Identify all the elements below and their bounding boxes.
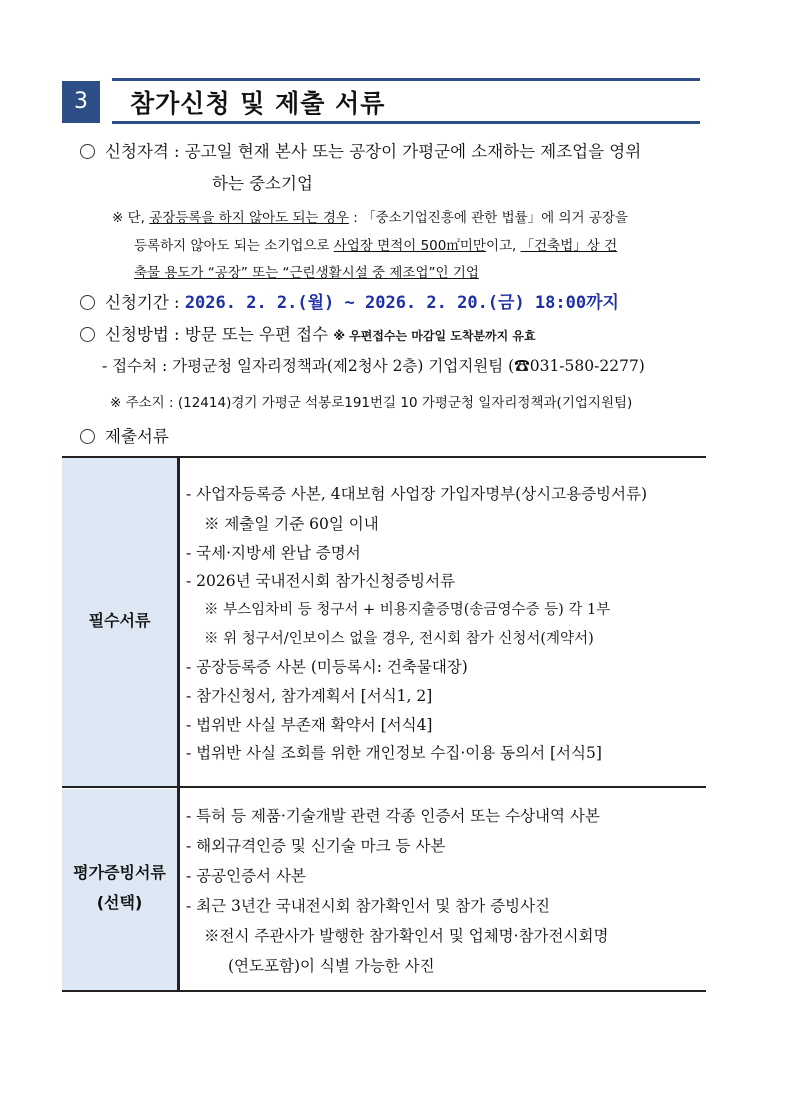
note-underline-1: 공장등록을 하지 않아도 되는 경우 [149, 210, 349, 226]
method-note: ※ 우편접수는 마감일 도착분까지 유효 [333, 329, 536, 343]
optional-item: - 공공인증서 사본 [186, 867, 306, 885]
required-item: - 사업자등록증 사본, 4대보험 사업장 가입자명부(상시고용증빙서류) [186, 485, 648, 503]
docs-line [80, 423, 169, 447]
table-border-bottom [62, 990, 706, 992]
method-label: 신청방법 : 방문 또는 우편 접수 [105, 325, 329, 344]
table-border-top [62, 456, 706, 458]
period-value: 2026. 2. 2.(월) ~ 2026. 2. 20.(금) 18:00까지 [184, 293, 619, 313]
docs-label: 제출서류 [105, 427, 169, 446]
optional-item-note-cont: (연도포함)이 식별 가능한 사진 [228, 957, 435, 975]
required-item-note: ※ 부스임차비 등 청구서 + 비용지출증명(송금영수증 등) 각 1부 [204, 602, 611, 618]
period-line [80, 288, 619, 313]
header-rule-top [112, 78, 700, 81]
optional-item: - 특허 등 제품·기술개발 관련 각종 인증서 또는 수상내역 사본 [186, 807, 600, 825]
method-line [80, 321, 536, 345]
note2-pre: 등록하지 않아도 되는 소기업으로 [134, 238, 334, 254]
optional-item-note: ※전시 주관사가 발행한 참가확인서 및 업체명·참가전시회명 [204, 927, 609, 945]
qualification-note-3 [134, 261, 479, 281]
bullet-circle-icon [80, 429, 95, 444]
qualification-note-1 [112, 206, 628, 226]
required-item-note: ※ 제출일 기준 60일 이내 [204, 515, 379, 533]
office-line: - 접수처 : 가평군청 일자리정책과(제2청사 2층) 기업지원팀 (☎031-580-2277) [102, 357, 645, 375]
note2-underline: 사업장 면적이 500㎡미만 [333, 238, 486, 254]
optional-item: - 최근 3년간 국내전시회 참가확인서 및 참가 증빙사진 [186, 897, 551, 915]
required-item: - 국세·지방세 완납 증명서 [186, 544, 361, 562]
bullet-circle-icon [80, 295, 95, 310]
required-item: - 법위반 사실 조회를 위한 개인정보 수집·이용 동의서 [서식5] [186, 744, 602, 762]
required-item: - 2026년 국내전시회 참가신청증빙서류 [186, 572, 456, 590]
table-divider [62, 786, 706, 788]
required-item: - 공장등록증 사본 (미등록시: 건축물대장) [186, 658, 468, 676]
section-number: 3 [62, 81, 100, 123]
bullet-circle-icon [80, 144, 95, 159]
qualification-cont: 하는 중소기업 [212, 174, 313, 193]
optional-label-1: 평가증빙서류 [73, 863, 166, 882]
note-mid-1: : 「중소기업진흥에 관한 법률」에 의거 공장을 [348, 210, 628, 226]
required-label: 필수서류 [88, 611, 151, 630]
table-column-divider [177, 456, 180, 992]
note-prefix: ※ 단, [112, 210, 150, 226]
qualification-note-2 [134, 234, 617, 254]
optional-label-2: (선택) [96, 893, 143, 912]
period-label: 신청기간 : [105, 293, 185, 312]
documents-table [62, 456, 706, 992]
required-item: - 참가신청서, 참가계획서 [서식1, 2] [186, 687, 433, 705]
address-line: ※ 주소지 : (12414)경기 가평군 석봉로191번길 10 가평군청 일자리정책과(기업지원팀) [110, 395, 633, 411]
required-item-note: ※ 위 청구서/인보이스 없을 경우, 전시회 참가 신청서(계약서) [204, 631, 594, 647]
optional-item: - 해외규격인증 및 신기술 마크 등 사본 [186, 837, 446, 855]
qualification-text: 신청자격 : 공고일 현재 본사 또는 공장이 가평군에 소재하는 제조업을 영위 [105, 142, 642, 161]
section-title: 참가신청 및 제출 서류 [130, 89, 386, 118]
required-item: - 법위반 사실 부존재 확약서 [서식4] [186, 716, 433, 734]
qualification-line [80, 138, 641, 162]
header-rule-bottom [112, 121, 700, 124]
note2-underline-2: 「건축법」상 건 [520, 238, 618, 254]
bullet-circle-icon [80, 327, 95, 342]
note3-underline: 축물 용도가 “공장” 또는 “근린생활시설 중 제조업”인 기업 [134, 265, 479, 281]
note2-mid: 이고, [485, 238, 521, 254]
